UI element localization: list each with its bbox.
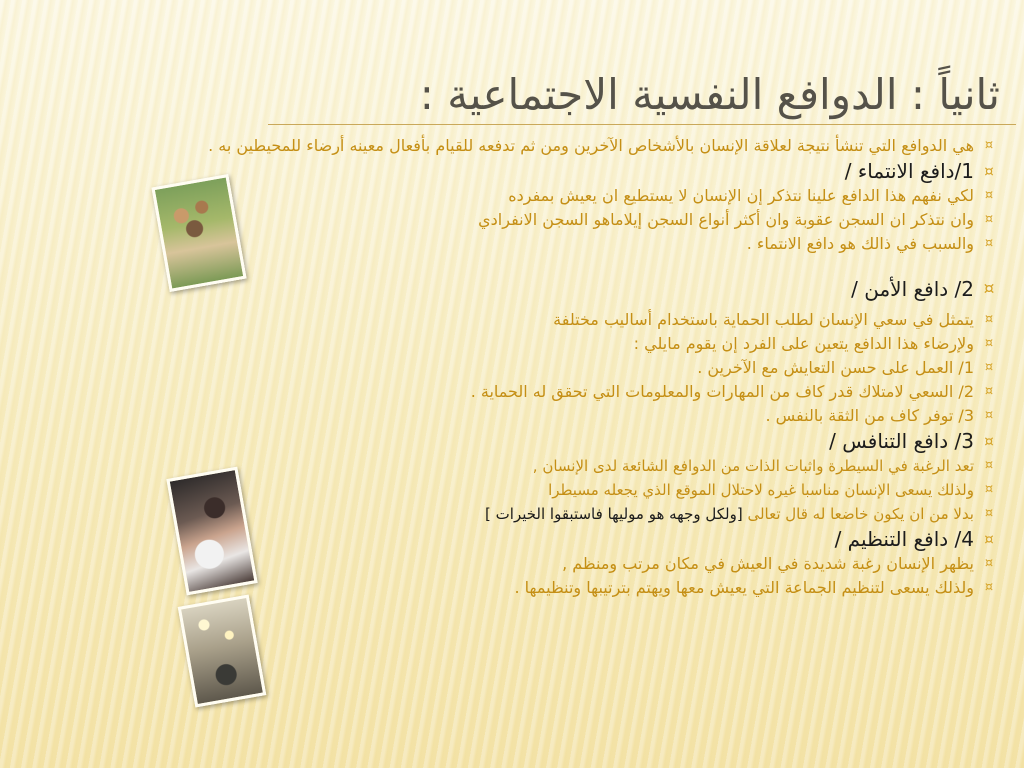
list-item: ¤ لكي نفهم هذا الدافع علينا نتذكر إن الإنسان لا يستطيع ان يعيش بمفرده — [66, 184, 996, 208]
bullet-icon: ¤ — [984, 580, 994, 595]
bullet-icon: ¤ — [984, 236, 994, 251]
bullet-icon: ¤ — [984, 458, 994, 473]
list-item: ¤ ولذلك يسعى لتنظيم الجماعة التي يعيش معها ويهتم بترتيبها وتنظيمها . — [66, 576, 996, 600]
list-item-quote: ¤ بدلا من ان يكون خاضعا له قال تعالى [ولكل وجهه هو موليها فاستبقوا الخيرات ] — [66, 502, 996, 526]
list-item: ¤ ولذلك يسعى الإنسان مناسبا غيره لاحتلال الموقع الذي يجعله مسيطرا — [66, 478, 996, 502]
list-item-heading: ¤ 1/دافع الانتماء / — [66, 158, 996, 184]
title-divider — [268, 124, 1016, 125]
quran-verse: [ولكل وجهه هو موليها فاستبقوا الخيرات ] — [485, 505, 743, 523]
bullet-icon: ¤ — [984, 506, 994, 521]
list-item-heading: ¤ 2/ دافع الأمن / — [851, 277, 995, 301]
bullet-icon: ¤ — [984, 482, 994, 497]
slide-title: ثانياً : الدوافع النفسية الاجتماعية : — [419, 70, 1000, 119]
bullet-icon: ¤ — [984, 212, 994, 227]
bullet-icon: ¤ — [983, 279, 995, 299]
bullet-icon: ¤ — [984, 360, 994, 375]
bullet-icon: ¤ — [984, 162, 994, 180]
list-item: ¤ 1/ العمل على حسن التعايش مع الآخرين . — [66, 356, 996, 380]
list-item: ¤ يتمثل في سعي الإنسان لطلب الحماية باستخدام أساليب مختلفة — [66, 308, 996, 332]
bullet-icon: ¤ — [984, 556, 994, 571]
list-item: ¤ 3/ توفر كاف من الثقة بالنفس . — [66, 404, 996, 428]
bullet-icon: ¤ — [984, 432, 994, 450]
bullet-icon: ¤ — [984, 530, 994, 548]
list-item: ¤ 2/ السعي لامتلاك قدر كاف من المهارات والمعلومات التي تحقق له الحماية . — [66, 380, 996, 404]
list-item: ¤ هي الدوافع التي تنشأ نتيجة لعلاقة الإنسان بالأشخاص الآخرين ومن ثم تدفعه للقيام بأفعال معينه أرضاء للمحيطين به . — [66, 134, 996, 158]
list-item-heading: ¤ 3/ دافع التنافس / — [66, 428, 996, 454]
bullet-icon: ¤ — [984, 336, 994, 351]
list-item: ¤ ولإرضاء هذا الدافع يتعين على الفرد إن يقوم مايلي : — [66, 332, 996, 356]
bullet-icon: ¤ — [984, 138, 994, 153]
list-item: ¤ يظهر الإنسان رغبة شديدة في العيش في مكان مرتب ومنظم , — [66, 552, 996, 576]
list-item: ¤ وان نتذكر ان السجن عقوبة وان أكثر أنواع السجن إيلاماهو السجن الانفرادي — [66, 208, 996, 232]
bullet-icon: ¤ — [984, 408, 994, 423]
living-room-photo — [178, 595, 267, 708]
list-item-heading: ¤ 4/ دافع التنظيم / — [66, 526, 996, 552]
list-item: ¤ والسبب في ذالك هو دافع الانتماء . — [66, 232, 996, 256]
bullet-icon: ¤ — [984, 384, 994, 399]
list-item: ¤ تعد الرغبة في السيطرة واثبات الذات من الدوافع الشائعة لدى الإنسان , — [66, 454, 996, 478]
bullet-icon: ¤ — [984, 312, 994, 327]
bullet-icon: ¤ — [984, 188, 994, 203]
